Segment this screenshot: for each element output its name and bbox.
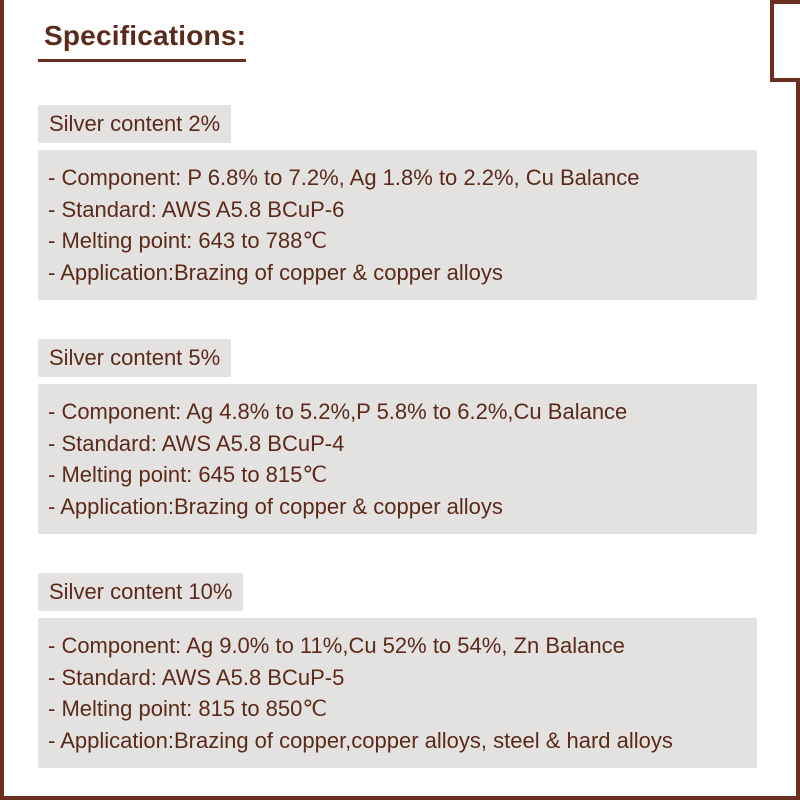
spec-standard: - Standard: AWS A5.8 BCuP-5 (48, 664, 345, 690)
section-tag-silver-10: Silver content 10% (38, 573, 243, 611)
page-title: Specifications: (44, 20, 247, 51)
section-tag-silver-5: Silver content 5% (38, 339, 231, 377)
frame-left-border (0, 0, 4, 800)
spec-standard: - Standard: AWS A5.8 BCuP-6 (48, 196, 345, 222)
header-corner-side (770, 0, 774, 80)
spec-component: - Component: Ag 4.8% to 5.2%,P 5.8% to 6.2%,Cu Balance (48, 399, 628, 424)
frame-right-border (796, 80, 800, 800)
spec-component: - Component: Ag 9.0% to 11%,Cu 52% to 54%, Zn Balance (48, 633, 625, 658)
section-tag-silver-2: Silver content 2% (38, 105, 231, 143)
spec-component: - Component: P 6.8% to 7.2%, Ag 1.8% to 2.2%, Cu Balance (48, 165, 640, 190)
title-underline (38, 59, 246, 62)
spec-box-silver-10 (38, 618, 757, 768)
spec-melting-point: - Melting point: 815 to 850℃ (48, 696, 328, 721)
spec-application: - Application:Brazing of copper & copper alloys (48, 493, 503, 519)
spec-standard: - Standard: AWS A5.8 BCuP-4 (48, 430, 345, 456)
spec-melting-point: - Melting point: 645 to 815℃ (48, 462, 328, 487)
spec-box-silver-5 (38, 384, 757, 534)
spec-box-silver-2 (38, 150, 757, 300)
header-corner-bottom (770, 78, 800, 82)
spec-application: - Application:Brazing of copper & copper alloys (48, 259, 503, 285)
spec-melting-point: - Melting point: 643 to 788℃ (48, 228, 328, 253)
frame-bottom-border (0, 796, 800, 800)
header-corner-top (770, 0, 800, 4)
spec-application: - Application:Brazing of copper,copper alloys, steel & hard alloys (48, 727, 673, 753)
